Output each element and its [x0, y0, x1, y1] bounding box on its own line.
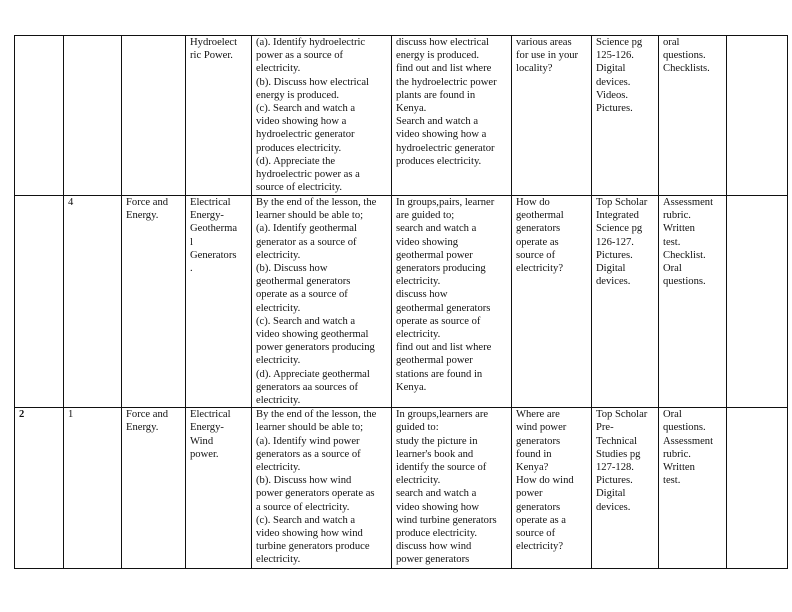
lesson-cell — [64, 36, 122, 196]
inquiry-cell: various areas for use in your locality? — [512, 36, 592, 196]
reflection-cell — [727, 408, 788, 569]
resources-cell: Science pg 125-126. Digital devices. Videos. Pictures. — [592, 36, 659, 196]
strand-cell — [122, 36, 186, 196]
strand-cell: Force and Energy. — [122, 408, 186, 569]
assessment-cell: Oral questions. Assessment rubric. Written test. — [659, 408, 727, 569]
outcomes-cell: By the end of the lesson, the learner should be able to; (a). Identify wind power generators as a source of electricity. (b). Discuss how wind power generators operate as a source of electricity. (c). Search and watch a video showing how wind turbine generators produce electricity. — [252, 408, 392, 569]
outcomes-cell: By the end of the lesson, the learner should be able to; (a). Identify geothermal generator as a source of electricity. (b). Discuss how geothermal generators operate as a source of electricity. (c). Search and watch a video showing geothermal power generators producing electricity. (d). Appreciate geothermal generators aa sources of electricity. — [252, 196, 392, 408]
inquiry-cell: How do geothermal generators operate as source of electricity? — [512, 196, 592, 408]
week-cell: 2 — [15, 408, 64, 569]
table-row — [15, 36, 788, 196]
resources-cell: Top Scholar Integrated Science pg 126-127. Pictures. Digital devices. — [592, 196, 659, 408]
table-row — [15, 408, 788, 569]
lesson-cell: 4 — [64, 196, 122, 408]
inquiry-cell: Where are wind power generators found in Kenya? How do wind power generators operate as a source of electricity? — [512, 408, 592, 569]
outcomes-cell: (a). Identify hydroelectric power as a source of electricity. (b). Discuss how electrical energy is produced. (c). Search and watch a video showing how a hydroelectric generator produces electricity. (d). Appreciate the hydroelectric power as a source of electricity. — [252, 36, 392, 196]
reflection-cell — [727, 196, 788, 408]
assessment-cell: Assessment rubric. Written test. Checklist. Oral questions. — [659, 196, 727, 408]
sub-strand-cell: Electrical Energy- Wind power. — [186, 408, 252, 569]
week-cell — [15, 196, 64, 408]
resources-cell: Top Scholar Pre- Technical Studies pg 127-128. Pictures. Digital devices. — [592, 408, 659, 569]
lesson-cell: 1 — [64, 408, 122, 569]
sub-strand-cell: Electrical Energy- Geotherma l Generators . — [186, 196, 252, 408]
reflection-cell — [727, 36, 788, 196]
experiences-cell: In groups,pairs, learner are guided to; search and watch a video showing geothermal power generators producing electricity. discuss how geothermal generators operate as source of electricity. find out and list where geothermal power stations are found in Kenya. — [392, 196, 512, 408]
scheme-of-work-table — [14, 35, 788, 569]
assessment-cell: oral questions. Checklists. — [659, 36, 727, 196]
sub-strand-cell: Hydroelect ric Power. — [186, 36, 252, 196]
week-cell — [15, 36, 64, 196]
strand-cell: Force and Energy. — [122, 196, 186, 408]
experiences-cell: discuss how electrical energy is produced. find out and list where the hydroelectric power plants are found in Kenya. Search and watch a video showing how a hydroelectric generator produces electricity. — [392, 36, 512, 196]
experiences-cell: In groups,learners are guided to: study the picture in learner's book and identify the source of electricity. search and watch a video showing how wind turbine generators produce electricity. discuss how wind power generators — [392, 408, 512, 569]
table-row — [15, 196, 788, 408]
